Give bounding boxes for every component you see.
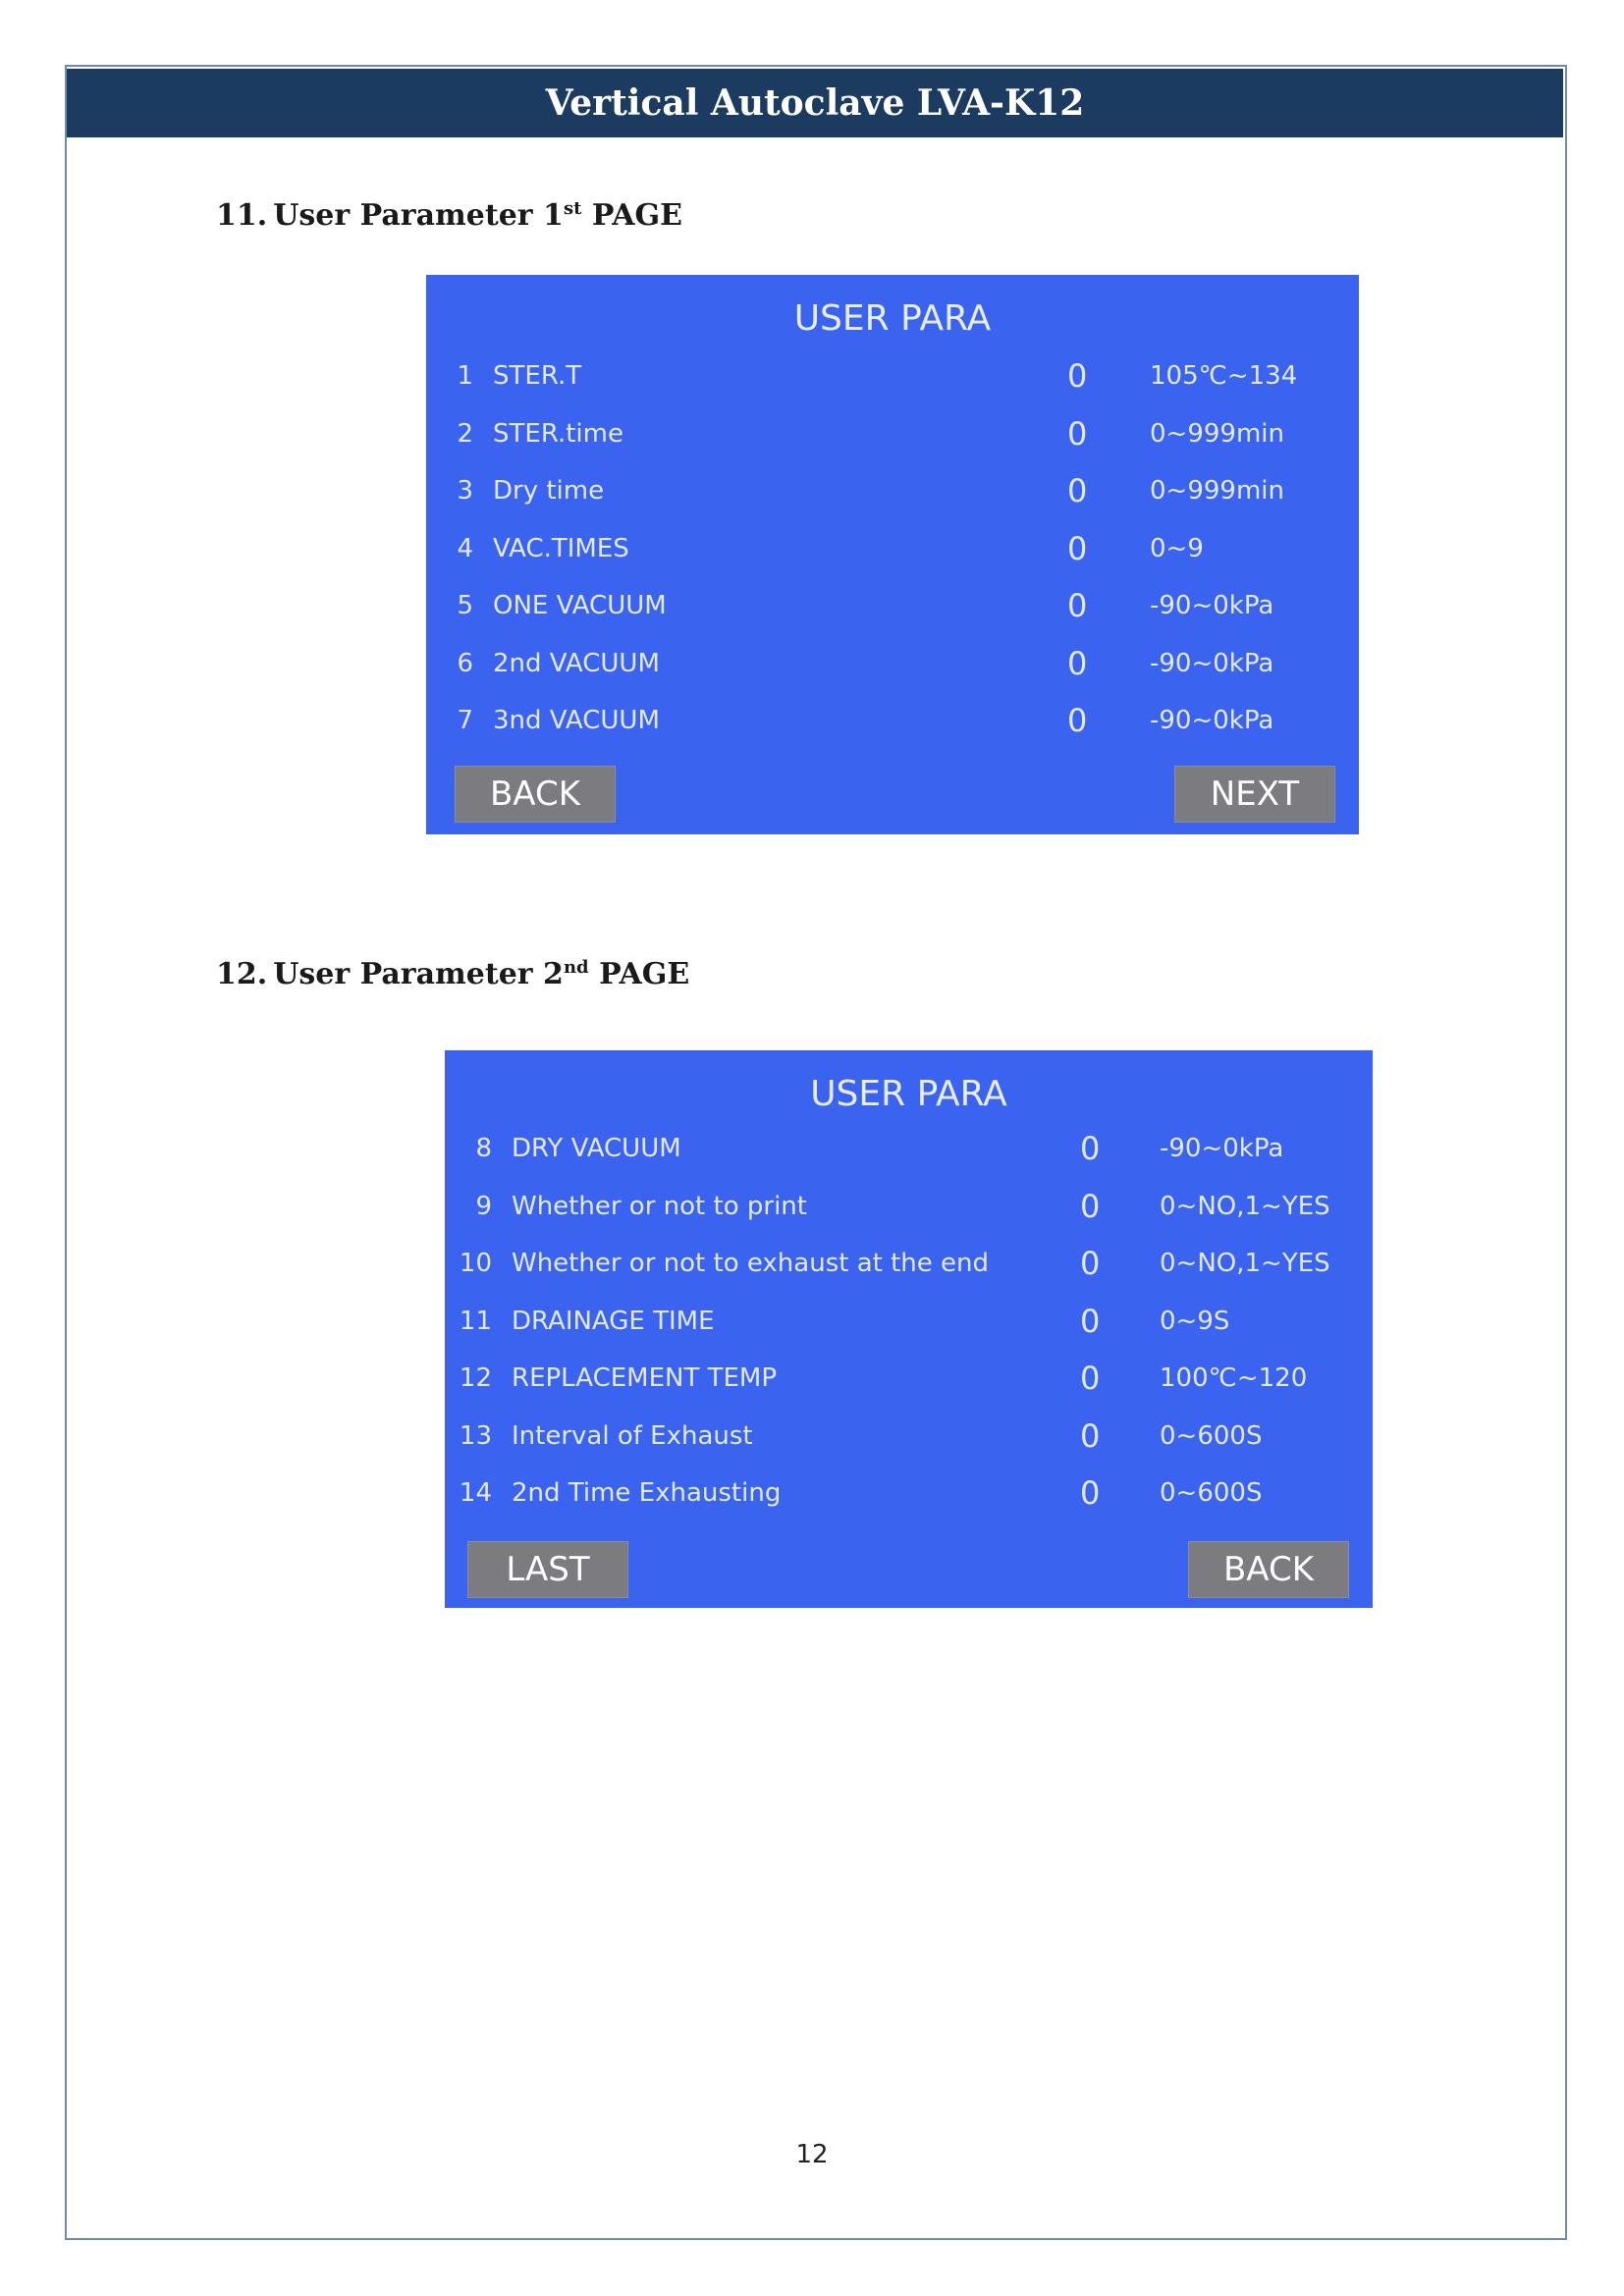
parameter-index: 6 xyxy=(457,648,473,678)
parameter-row[interactable] xyxy=(426,414,1359,458)
parameter-index: 11 xyxy=(459,1306,492,1336)
parameter-row[interactable] xyxy=(445,1474,1373,1518)
parameter-range: 0~999min xyxy=(1150,476,1284,506)
section-heading-user-parameter-2 xyxy=(216,957,689,991)
parameter-index: 3 xyxy=(457,476,473,506)
section-heading-user-parameter-1 xyxy=(216,198,682,233)
back-button[interactable]: BACK xyxy=(1188,1541,1349,1598)
parameter-row[interactable] xyxy=(426,587,1359,630)
section-number: 11. xyxy=(216,198,268,233)
parameter-range: 0~9S xyxy=(1160,1306,1230,1336)
section-title-suffix: PAGE xyxy=(588,957,690,991)
section-title-suffix: PAGE xyxy=(581,198,682,233)
parameter-index: 9 xyxy=(475,1191,492,1221)
parameter-value[interactable]: 0 xyxy=(1067,414,1088,453)
parameter-index: 12 xyxy=(459,1363,492,1393)
parameter-name: 2nd VACUUM xyxy=(493,648,660,678)
section-title-main: User Parameter 1 xyxy=(273,198,564,233)
document-header xyxy=(67,69,1563,137)
parameter-range: 105℃~134 xyxy=(1150,361,1298,391)
parameter-row[interactable] xyxy=(445,1416,1373,1461)
parameter-index: 8 xyxy=(475,1134,492,1163)
parameter-row[interactable] xyxy=(445,1187,1373,1231)
parameter-index: 4 xyxy=(457,533,473,563)
back-button[interactable]: BACK xyxy=(455,766,616,823)
parameter-range: -90~0kPa xyxy=(1150,648,1274,678)
parameter-index: 5 xyxy=(457,591,473,620)
page-number: 12 xyxy=(795,2140,829,2169)
user-para-screen-page-2 xyxy=(445,1050,1373,1608)
parameter-range: -90~0kPa xyxy=(1160,1134,1284,1163)
screen-title: USER PARA xyxy=(810,1074,1007,1114)
parameter-value[interactable]: 0 xyxy=(1067,644,1088,682)
parameter-name: VAC.TIMES xyxy=(493,533,629,563)
parameter-value[interactable]: 0 xyxy=(1080,1302,1101,1340)
parameter-index: 2 xyxy=(457,418,473,449)
parameter-range: 0~NO,1~YES xyxy=(1160,1249,1330,1278)
parameter-name: REPLACEMENT TEMP xyxy=(512,1363,778,1393)
section-title-ordinal: nd xyxy=(563,957,589,978)
parameter-value[interactable]: 0 xyxy=(1067,702,1088,739)
parameter-index: 1 xyxy=(457,361,473,391)
parameter-name: 3nd VACUUM xyxy=(493,706,660,735)
parameter-value[interactable]: 0 xyxy=(1080,1187,1101,1225)
parameter-value[interactable]: 0 xyxy=(1067,357,1088,395)
parameter-row[interactable] xyxy=(445,1130,1373,1173)
parameter-name: ONE VACUUM xyxy=(493,591,667,620)
parameter-row[interactable] xyxy=(426,529,1359,573)
parameter-value[interactable]: 0 xyxy=(1080,1416,1101,1455)
parameter-range: 100℃~120 xyxy=(1160,1363,1308,1393)
parameter-value[interactable]: 0 xyxy=(1080,1245,1101,1282)
section-title-ordinal: st xyxy=(563,198,582,219)
parameter-index: 10 xyxy=(459,1249,492,1278)
parameter-range: 0~999min xyxy=(1150,418,1284,449)
parameter-range: -90~0kPa xyxy=(1150,591,1274,620)
parameter-name: Dry time xyxy=(493,476,605,506)
parameter-value[interactable]: 0 xyxy=(1067,472,1088,509)
parameter-name: 2nd Time Exhausting xyxy=(512,1478,782,1508)
parameter-index: 7 xyxy=(457,706,473,735)
next-button[interactable]: NEXT xyxy=(1174,766,1335,823)
parameter-value[interactable]: 0 xyxy=(1067,587,1088,624)
parameter-value[interactable]: 0 xyxy=(1080,1130,1101,1167)
parameter-index: 14 xyxy=(459,1478,492,1508)
parameter-value[interactable]: 0 xyxy=(1080,1360,1101,1397)
parameter-value[interactable]: 0 xyxy=(1067,529,1088,567)
parameter-row[interactable] xyxy=(426,644,1359,688)
section-title-main: User Parameter 2 xyxy=(273,957,564,991)
parameter-name: Whether or not to print xyxy=(512,1191,807,1221)
parameter-range: 0~NO,1~YES xyxy=(1160,1191,1330,1221)
parameter-range: 0~600S xyxy=(1160,1478,1263,1508)
parameter-row[interactable] xyxy=(426,357,1359,400)
parameter-name: DRAINAGE TIME xyxy=(512,1306,715,1336)
screen-title: USER PARA xyxy=(793,298,992,339)
parameter-range: 0~9 xyxy=(1150,533,1204,563)
parameter-value[interactable]: 0 xyxy=(1080,1474,1101,1512)
last-button[interactable]: LAST xyxy=(467,1541,628,1598)
parameter-range: -90~0kPa xyxy=(1150,706,1274,735)
section-number: 12. xyxy=(216,957,268,991)
parameter-range: 0~600S xyxy=(1160,1420,1263,1451)
parameter-row[interactable] xyxy=(426,472,1359,515)
parameter-index: 13 xyxy=(459,1420,492,1451)
parameter-row[interactable] xyxy=(426,702,1359,745)
user-para-screen-page-1 xyxy=(426,275,1359,834)
parameter-name: Whether or not to exhaust at the end xyxy=(512,1249,990,1278)
parameter-row[interactable] xyxy=(445,1360,1373,1403)
parameter-name: DRY VACUUM xyxy=(512,1134,681,1163)
parameter-name: Interval of Exhaust xyxy=(512,1420,753,1451)
document-title: Vertical Autoclave LVA-K12 xyxy=(545,82,1085,124)
parameter-name: STER.T xyxy=(493,361,582,391)
parameter-row[interactable] xyxy=(445,1245,1373,1288)
parameter-name: STER.time xyxy=(493,418,623,449)
parameter-row[interactable] xyxy=(445,1302,1373,1346)
